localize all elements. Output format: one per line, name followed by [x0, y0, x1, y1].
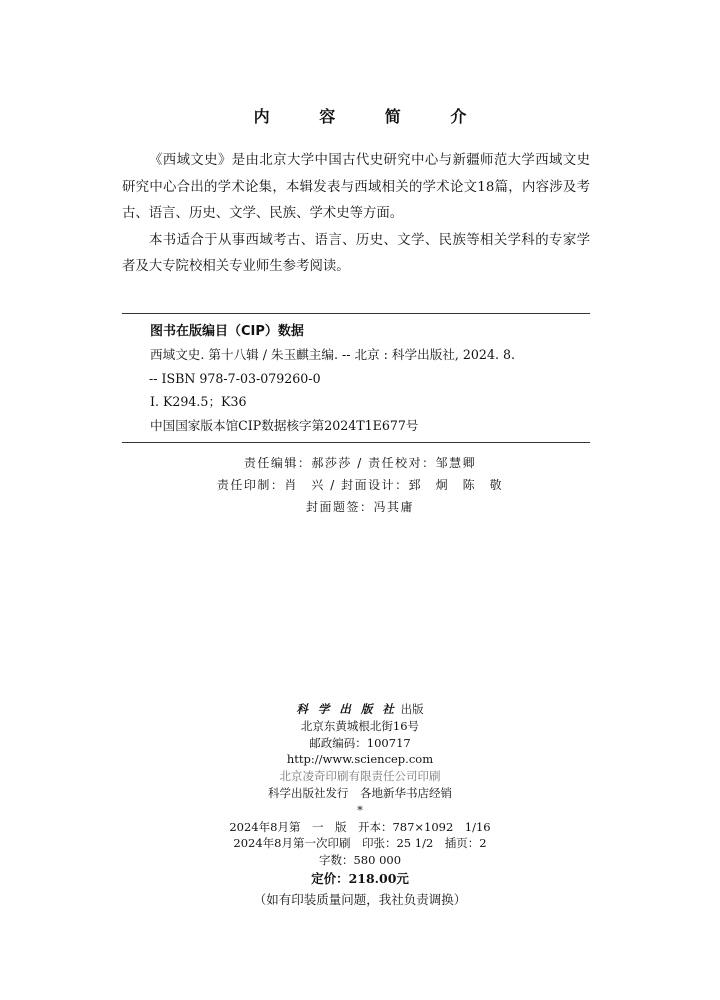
wordcount-line: 字数：580 000: [318, 853, 402, 868]
publisher-address: 北京东黄城根北街16号: [300, 718, 420, 733]
summary-paragraph: 本书适合于从事西域考古、语言、历史、文学、民族等相关学科的专家学者及大专院校相关专业师生参考阅读。: [122, 232, 590, 274]
cip-line: -- ISBN 978-7-03-079260-0: [149, 370, 321, 386]
publication-info: [0, 701, 720, 911]
price-line: 定价：218.00元: [311, 870, 409, 886]
credit-line: 封面题签：冯其庸: [305, 500, 414, 514]
separator-asterisk: *: [357, 802, 363, 817]
publisher-postcode: 邮政编码：100717: [309, 735, 411, 750]
cip-line: 西域文史. 第十八辑 / 朱玉麒主编. -- 北京 : 科学出版社, 2024. 8.: [150, 347, 515, 362]
publisher-website: http://www.sciencep.com: [286, 752, 434, 767]
edition-line: 2024年8月第 一 版 开本：787×1092 1/16: [229, 819, 491, 834]
cip-line: Ⅰ. K294.5；K36: [150, 394, 247, 409]
printing-line: 2024年8月第一次印刷 印张：25 1/2 插页：2: [233, 836, 487, 851]
quality-notice: （如有印装质量问题，我社负责调换）: [253, 891, 467, 907]
publisher-line: [0, 701, 720, 718]
publisher-suffix: 出版: [400, 702, 424, 716]
printer-line: 北京凌奇印刷有限责任公司印刷: [279, 769, 441, 784]
divider-top: [122, 313, 590, 314]
content-summary: [122, 148, 590, 281]
cip-line: 中国国家版本馆CIP数据核字第2024T1E677号: [150, 417, 419, 433]
distribution-line: 科学出版社发行 各地新华书店经销: [268, 785, 452, 800]
credit-line: 责任编辑：郝莎莎 / 责任校对：邹慧卿: [243, 456, 477, 470]
page-title: 内 容 简 介: [253, 107, 489, 126]
cip-heading: 图书在版编目（CIP）数据: [150, 324, 304, 339]
publisher-logo: 科 学 出 版 社: [296, 702, 397, 716]
summary-paragraph: 《西域文史》是由北京大学中国古代史研究中心与新疆师范大学西域文史研究中心合出的学术论集，本辑发表与西域相关的学术论文18篇，内容涉及考古、语言、历史、文学、民族、学术史等方面。: [122, 153, 590, 221]
cip-block: [122, 321, 590, 437]
divider-bottom: [122, 442, 590, 443]
credits-block: [0, 452, 720, 518]
credit-line: 责任印制：肖 兴 / 封面设计：郅 炯 陈 敬: [216, 478, 504, 492]
